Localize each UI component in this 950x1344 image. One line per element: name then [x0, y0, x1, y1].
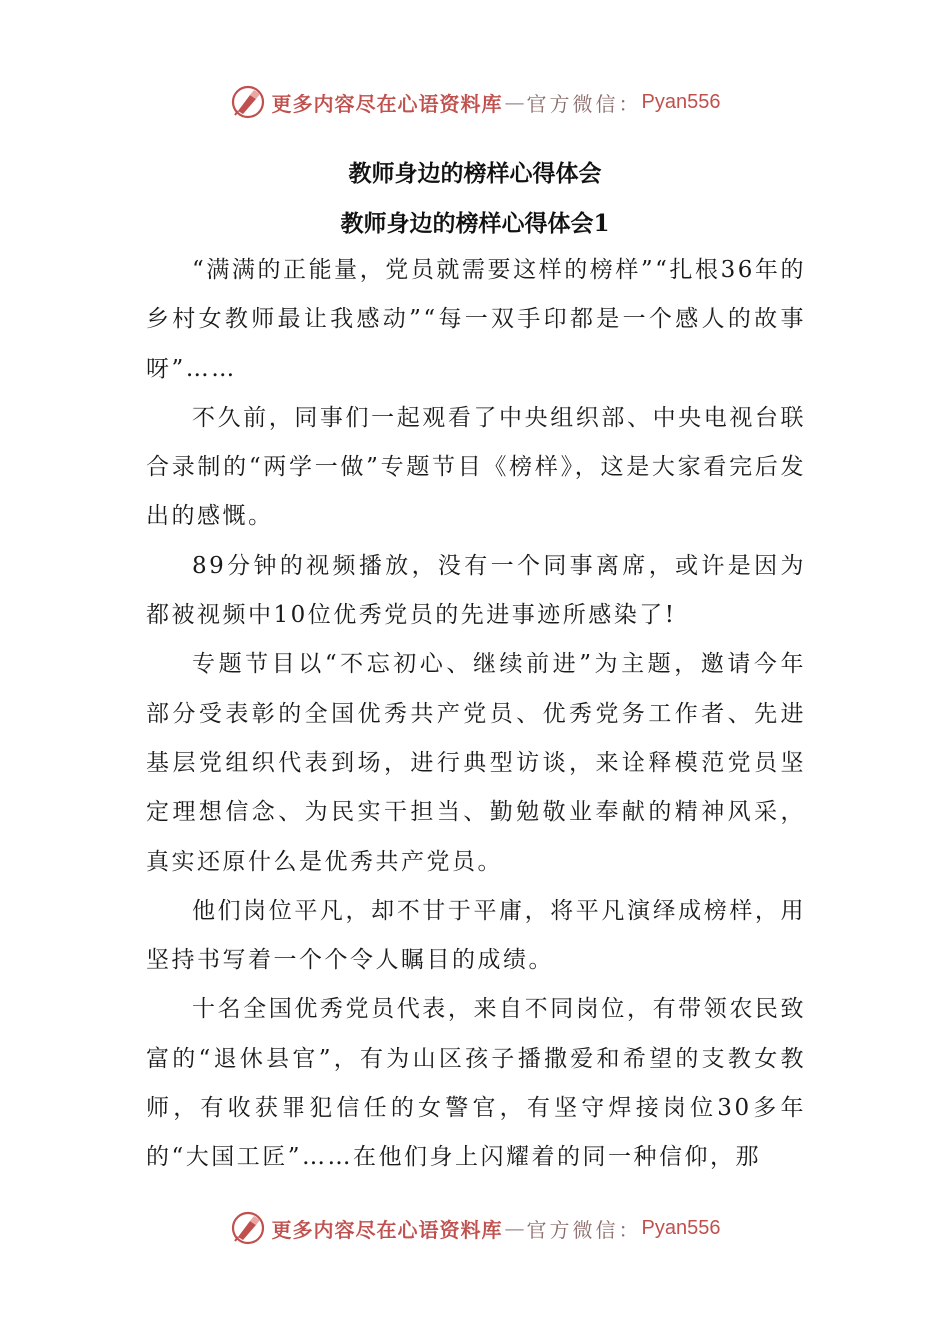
pen-nib-logo-icon [230, 1210, 266, 1246]
watermark-dash: — [504, 90, 525, 114]
watermark-header [0, 82, 950, 122]
watermark-sub-text: 官方微信： [526, 91, 642, 116]
paragraph: 专题节目以“不忘初心、继续前进”为主题，邀请今年部分受表彰的全国优秀共产党员、优秀党务工作者、先进基层党组织代表到场，进行典型访谈，来诠释模范党员坚定理想信念、为民实干担当、勤勉敬业奉献的精神风采，真实还原什么是优秀共产党员。 [146, 651, 806, 875]
paragraph: 他们岗位平凡，却不甘于平庸，将平凡演绎成榜样，用坚持书写着一个个令人瞩目的成绩。 [146, 897, 806, 974]
watermark-main-text: 更多内容尽在心语资料库 [271, 91, 503, 116]
watermark-wechat-id: Pyan556 [641, 1216, 721, 1239]
paragraph: “满满的正能量，党员就需要这样的榜样”“扎根36年的乡村女教师最让我感动”“每一双手印都是一个感人的故事呀”…… [146, 257, 806, 382]
pen-nib-logo-icon [230, 84, 266, 120]
document-title: 教师身边的榜样心得体会 [348, 160, 602, 187]
document-body [146, 246, 806, 1183]
watermark-sub-text: 官方微信： [526, 1217, 642, 1242]
paragraph: 不久前，同事们一起观看了中央组织部、中央电视台联合录制的“两学一做”专题节目《榜样》，这是大家看完后发出的感慨。 [146, 404, 806, 530]
paragraph: 89分钟的视频播放，没有一个同事离席，或许是因为都被视频中10位优秀党员的先进事迹所感染了! [146, 552, 806, 629]
watermark-wechat-id: Pyan556 [641, 90, 721, 113]
watermark-main-text: 更多内容尽在心语资料库 [271, 1217, 503, 1242]
watermark-footer [0, 1208, 950, 1248]
document-subtitle: 教师身边的榜样心得体会1 [340, 210, 610, 237]
watermark-dash: — [504, 1216, 525, 1240]
paragraph: 十名全国优秀党员代表，来自不同岗位，有带领农民致富的“退休县官”，有为山区孩子播撒爱和希望的支教女教师，有收获罪犯信任的女警官，有坚守焊接岗位30多年的“大国工匠”……在他们身上闪耀着的同一种信仰，那 [146, 996, 806, 1171]
